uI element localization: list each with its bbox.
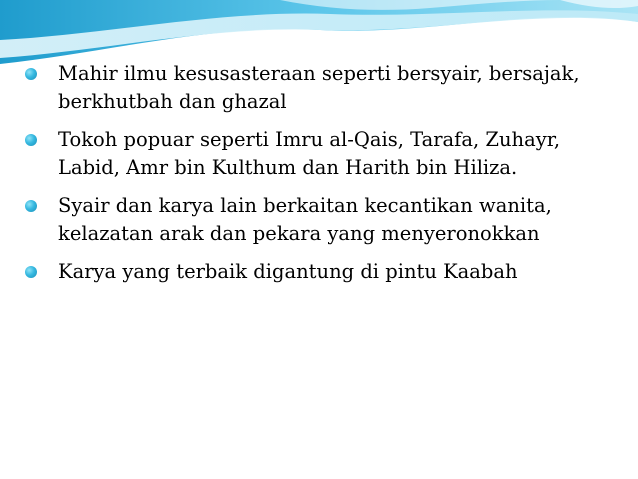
bullet-dot-icon <box>25 266 37 278</box>
list-item <box>24 60 624 116</box>
bullet-text: Mahir ilmu kesusasteraan seperti bersyair, bersajak, berkhutbah dan ghazal <box>58 62 580 113</box>
bullet-text: Karya yang terbaik digantung di pintu Kaabah <box>58 260 518 283</box>
bullet-dot-icon <box>25 200 37 212</box>
list-item <box>24 126 624 182</box>
list-item <box>24 192 624 248</box>
list-item <box>24 258 624 286</box>
bullet-list <box>24 60 624 296</box>
bullet-text: Tokoh popuar seperti Imru al-Qais, Tarafa, Zuhayr, Labid, Amr bin Kulthum dan Harith bin Hiliza. <box>58 128 561 179</box>
bullet-dot-icon <box>25 68 37 80</box>
bullet-text: Syair dan karya lain berkaitan kecantikan wanita, kelazatan arak dan pekara yang menyeronokkan <box>58 194 552 245</box>
bullet-dot-icon <box>25 134 37 146</box>
